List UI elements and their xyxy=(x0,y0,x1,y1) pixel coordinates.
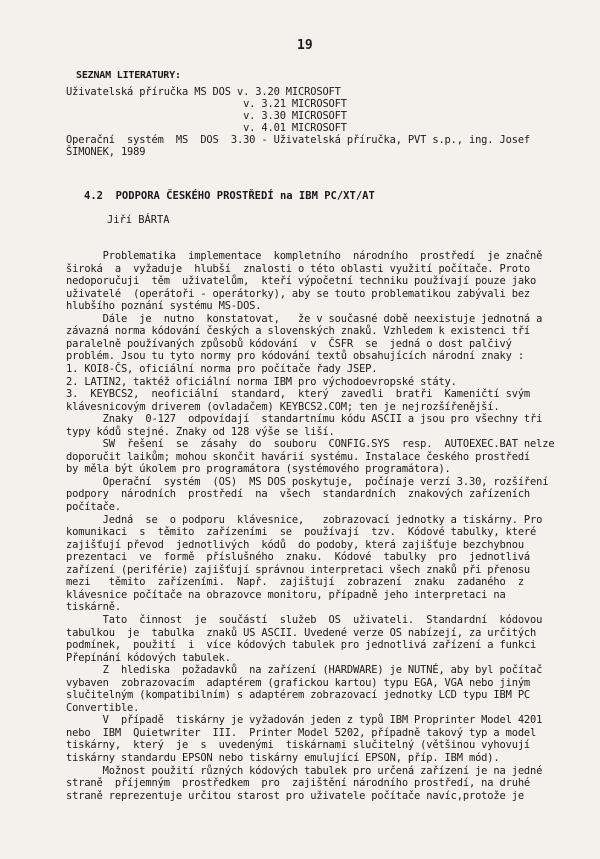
text-line: Znaky 0-127 odpovídají standartnímu kódu ASCII a jsou pro všechny tři xyxy=(66,413,543,426)
references-title: SEZNAM LITERATURY: xyxy=(76,70,181,81)
text-line: v. 3.21 MICROSOFT xyxy=(66,98,347,110)
text-line: tiskárny, který je s uvedenými tiskárnami slučitelný (většinou vyhovují xyxy=(66,739,531,752)
text-line: Operační systém (OS) MS DOS poskytuje, počínaje verzí 3.30, rozšíření xyxy=(66,475,549,488)
section-author: Jiří BÁRTA xyxy=(107,214,170,226)
text-line: tabulkou je tabulka znaků US ASCII. Uvedené verze OS nabízejí, za určitých xyxy=(66,626,537,639)
text-line: Operační systém MS DOS 3.30 - Uživatelská příručka, PVT s.p., ing. Josef xyxy=(66,134,531,146)
text-line: komunikaci s těmito zařízeními se používají tzv. Kódové tabulky, které xyxy=(66,526,537,539)
text-line: hlubšího poznání systému MS-DOS. xyxy=(66,300,262,313)
text-line: Problematika implementace kompletního národního prostředí je značně xyxy=(66,250,543,262)
text-line: zajišťují převod jednotlivých kódů do podoby, která zajišťuje bezchybnou xyxy=(66,538,524,551)
text-line: straně příjemným prostředkem pro zajištění národního prostředí, na druhé xyxy=(66,777,531,790)
text-line: Tato činnost je součástí služeb OS uživateli. Standardní kódovou xyxy=(66,613,543,626)
text-line: SW řešení se zásahy do souboru CONFIG.SYS resp. AUTOEXEC.BAT nelze xyxy=(66,438,555,451)
text-line: podmínek, použití i více kódových tabulek pro jednotlivá zařízení a funkci xyxy=(66,639,537,652)
text-line: podpory národních prostředí na všech standardních znakových zařízeních xyxy=(66,488,531,501)
text-line: nebo IBM Quietwriter III. Printer Model 5202, případně takový typ a model xyxy=(66,726,537,739)
page-number: 19 xyxy=(297,38,313,53)
text-line: typy kódů stejné. Znaky od 128 výše se liší. xyxy=(66,425,335,438)
text-line: Jedná se o podporu klávesnice, zobrazovací jednotky a tiskárny. Pro xyxy=(66,513,543,526)
text-line: by měla být úkolem pro programátora (systémového programátora). xyxy=(66,463,451,476)
text-line: Přepínání kódových tabulek. xyxy=(66,651,231,664)
text-line: klávesnicovým driverem (ovladačem) KEYBCS2.COM; ten je nejrozšířenější. xyxy=(66,400,500,413)
text-line: problém. Jsou tu tyto normy pro kódování textů obsahujících národní znaky : xyxy=(66,350,524,363)
text-line: počítače. xyxy=(66,501,121,513)
text-line: v. 3.30 MICROSOFT xyxy=(66,110,347,122)
text-line: prezentaci ve formě příslušného znaku. Kódové tabulky pro jednotlivá xyxy=(66,551,531,564)
text-line: Z hlediska požadavků na zařízení (HARDWARE) je NUTNÉ, aby byl počítač xyxy=(66,664,543,677)
text-line: straně reprezentuje určitou starost pro uživatele počítače navíc,protože je xyxy=(66,789,524,802)
text-line: klávesnice počítače na obrazovce monitoru, případně jeho interpretaci na xyxy=(66,588,506,601)
text-line: doporučit laikům; mohou skončit havárií systému. Instalace českého prostředí xyxy=(66,450,531,463)
text-line: nedoporučuji těm uživatelům, kteří výpočetní techniku používají pouze jako xyxy=(66,275,537,288)
text-line: slučitelným (kompatibilním) s adaptérem zobrazovací jednotky LCD typu IBM PC xyxy=(66,689,531,702)
text-line: Convertible. xyxy=(66,701,140,714)
text-line: V případě tiskárny je vyžadován jeden z typů IBM Proprinter Model 4201 xyxy=(66,714,543,727)
text-line: vybaven zobrazovacím adaptérem (grafickou kartou) typu EGA, VGA nebo jiným xyxy=(66,676,531,689)
text-line: Uživatelská příručka MS DOS v. 3.20 MICROSOFT xyxy=(66,86,341,98)
text-line: ŠIMONEK, 1989 xyxy=(66,146,146,158)
text-line: paralelně používaných způsobů kódování v ČSFR se jedná o dost palčivý xyxy=(66,337,512,350)
text-line: tiskárny standardu EPSON nebo tiskárny emulující EPSON, příp. IBM mód). xyxy=(66,752,500,764)
text-line: 2. LATIN2, taktéž oficiální norma IBM pro východoevropské státy. xyxy=(66,375,457,388)
text-line: Dále je nutno konstatovat, že v současné době neexistuje jednotná a xyxy=(66,312,543,325)
text-line: 3. KEYBCS2, neoficiální standard, který zavedli bratři Kameničtí svým xyxy=(66,388,531,401)
text-line: Možnost použití různých kódových tabulek pro určená zařízení je na jedné xyxy=(66,764,543,777)
section-title: 4.2 PODPORA ČESKÉHO PROSTŘEDÍ na IBM PC/XT/AT xyxy=(84,190,375,202)
text-line: uživatelé (operátoři - operátorky), aby se touto problematikou zabývali bez xyxy=(66,287,531,300)
text-line: zařízení (periférie) zajišťují správnou interpretaci všech znaků při přenosu xyxy=(66,563,531,576)
text-line: tiskárně. xyxy=(66,601,121,614)
text-line: mezi těmito zařízeními. Např. zajištují zobrazení znaku zadaného z xyxy=(66,576,524,589)
text-line: široká a vyžaduje hlubší znalosti o této oblasti využití počítače. Proto xyxy=(66,262,531,275)
text-line: 1. KOI8-ČS, oficiální norma pro počítače řady JSEP. xyxy=(66,362,378,375)
text-line: závazná norma kódování českých a slovenských znaků. Vzhledem k existenci tří xyxy=(66,325,531,338)
text-line: v. 4.01 MICROSOFT xyxy=(66,122,347,134)
